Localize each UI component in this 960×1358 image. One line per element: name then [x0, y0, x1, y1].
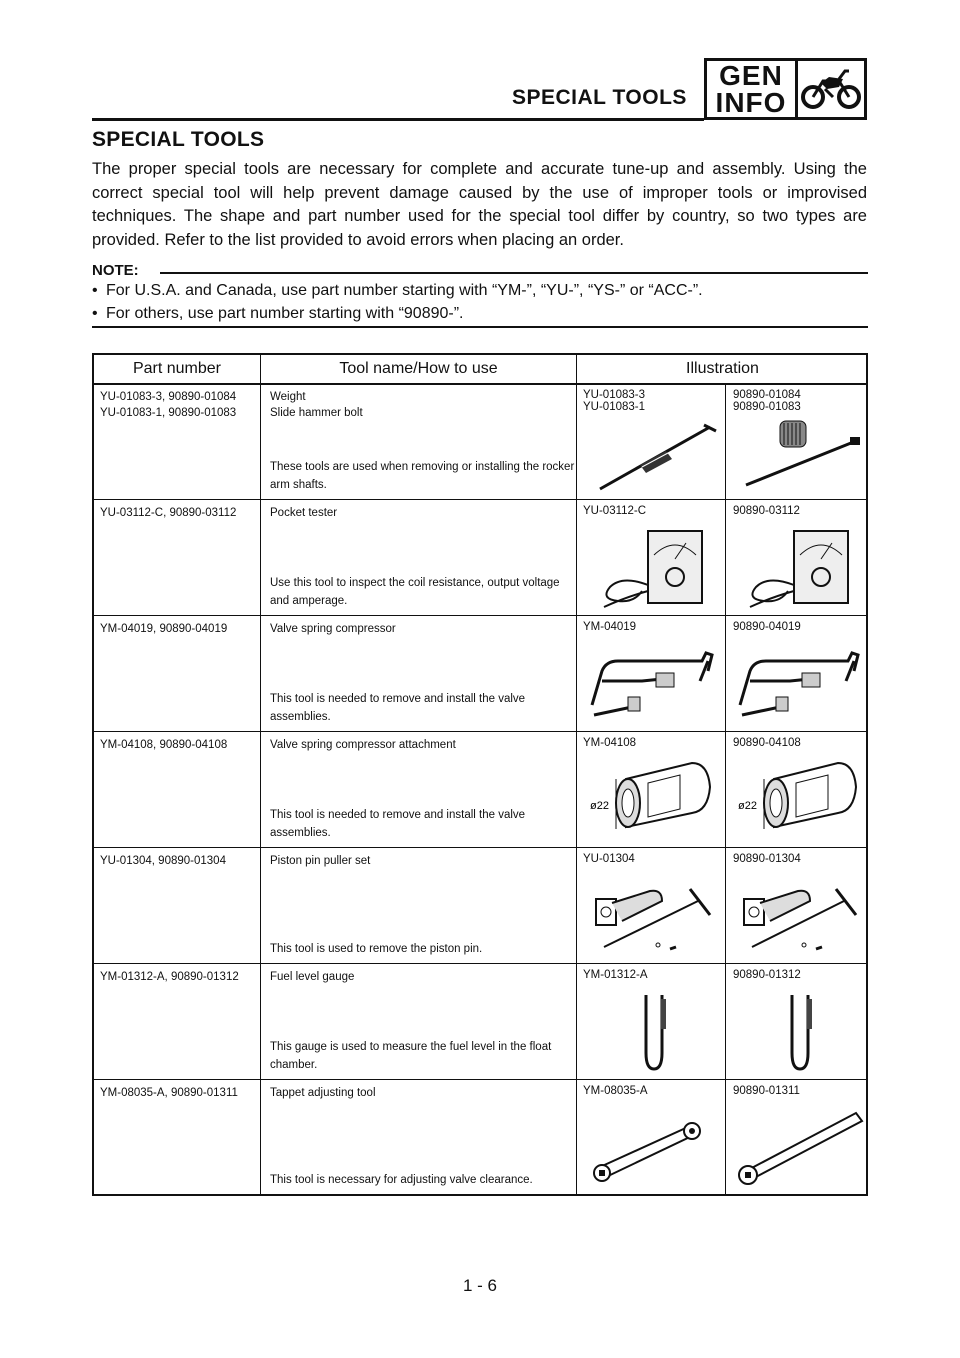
badge-line-2: INFO — [715, 87, 787, 118]
illustration-label: YM-04019 — [583, 621, 637, 633]
table-row — [94, 385, 866, 499]
row-divider — [94, 499, 866, 500]
tool-name: Valve spring compressor attachment — [270, 739, 456, 751]
fuel-level-gauge-icon — [732, 985, 868, 1075]
illustration-label: 90890-01311 — [733, 1085, 800, 1097]
illustration-label: YM-08035-A — [583, 1085, 648, 1097]
part-number: YM-08035-A, 90890-01311 — [100, 1087, 238, 1099]
table-row — [94, 1081, 866, 1194]
special-tools-table — [92, 353, 868, 1196]
header-title: SPECIAL TOOLS — [512, 86, 687, 109]
valve-spring-compressor-icon — [582, 641, 724, 725]
note-rule-top — [160, 272, 868, 274]
table-row — [94, 501, 866, 615]
note-label: NOTE: — [92, 262, 139, 279]
tool-name: Weight — [270, 391, 306, 403]
header-rule — [92, 118, 704, 121]
part-number: YM-04108, 90890-04108 — [100, 739, 228, 751]
fuel-level-gauge-icon — [582, 985, 724, 1075]
piston-pin-puller-icon — [582, 871, 724, 959]
tool-description: Use this tool to inspect the coil resistance, output voltage and amperage. — [270, 577, 560, 607]
table-row — [94, 965, 866, 1079]
part-number: YM-04019, 90890-04019 — [100, 623, 228, 635]
dimension-label: ø22 — [738, 800, 757, 812]
illustration-label: YU-01304 — [583, 853, 635, 865]
part-number: YU-03112-C, 90890-03112 — [100, 507, 237, 519]
page-number: 1 - 6 — [463, 1276, 498, 1295]
illustration-label: YM-01312-A — [583, 969, 648, 981]
slide-hammer-icon — [582, 419, 724, 495]
compressor-attachment-icon — [732, 753, 868, 843]
row-divider — [94, 847, 866, 848]
table-row — [94, 617, 866, 731]
tool-description: This tool is needed to remove and install the valve assemblies. — [270, 809, 526, 839]
illustration-label: 90890-01312 — [733, 969, 801, 981]
illustration-label: YU-01083-1 — [583, 401, 646, 413]
tool-name: Tappet adjusting tool — [270, 1087, 376, 1099]
illustration-label: 90890-04108 — [733, 737, 801, 749]
gen-info-badge — [704, 58, 867, 120]
col-header-part-number: Part number — [132, 360, 222, 377]
note-item: • For others, use part number starting with “90890-”. — [92, 305, 464, 322]
slide-hammer-icon — [732, 411, 868, 495]
table-row — [94, 849, 866, 963]
tool-name: Slide hammer bolt — [270, 407, 363, 419]
row-divider — [94, 963, 866, 964]
motorcycle-icon — [798, 61, 864, 117]
tool-name: Pocket tester — [270, 507, 338, 519]
tool-name: Fuel level gauge — [270, 971, 355, 983]
tool-name: Valve spring compressor — [270, 623, 396, 635]
illustration-label: YU-03112-C — [583, 505, 647, 517]
illustration-label: 90890-04019 — [733, 621, 801, 633]
tappet-adjusting-tool-icon — [732, 1097, 868, 1191]
part-number: YM-01312-A, 90890-01312 — [100, 971, 239, 983]
tappet-adjusting-tool-icon — [582, 1103, 724, 1189]
part-number: YU-01083-1, 90890-01083 — [100, 407, 237, 419]
compressor-attachment-icon — [582, 753, 724, 843]
badge-line-1: GEN — [719, 60, 783, 91]
illustration-label: 90890-03112 — [733, 505, 800, 517]
part-number: YU-01304, 90890-01304 — [100, 855, 226, 867]
tool-description: This tool is necessary for adjusting valve clearance. — [270, 1174, 533, 1186]
intro-paragraph: The proper special tools are necessary for complete and accurate tune-up and assembly. Using the correct special tool will help prevent damage caused by the use of improper tools or improvised techniques. The shape and part number used for the special tool differ by country, so two types are provided. Refer to the list provided to avoid errors when placing an order. — [92, 160, 867, 249]
row-divider — [94, 731, 866, 732]
tool-description: This tool is used to remove the piston pin. — [270, 943, 483, 955]
note-item: • For U.S.A. and Canada, use part number starting with “YM-”, “YU-”, “YS-” or “ACC-”. — [92, 282, 703, 299]
tool-description: These tools are used when removing or installing the rocker arm shafts. — [270, 461, 575, 491]
note-rule-bottom — [92, 326, 868, 328]
valve-spring-compressor-icon — [732, 641, 868, 725]
tool-description: This gauge is used to measure the fuel level in the float chamber. — [270, 1041, 552, 1071]
illustration-label: 90890-01084 — [733, 389, 801, 401]
section-title: SPECIAL TOOLS — [92, 128, 265, 151]
dimension-label: ø22 — [590, 800, 609, 812]
piston-pin-puller-icon — [732, 871, 868, 959]
pocket-tester-icon — [732, 525, 868, 611]
illustration-label: 90890-01304 — [733, 853, 801, 865]
pocket-tester-icon — [582, 525, 724, 611]
illustration-label: 90890-01083 — [733, 401, 801, 413]
row-divider — [94, 615, 866, 616]
col-header-tool-name: Tool name/How to use — [339, 360, 498, 377]
tool-description: This tool is needed to remove and install the valve assemblies. — [270, 693, 526, 723]
tool-name: Piston pin puller set — [270, 855, 371, 867]
row-divider — [94, 1079, 866, 1080]
table-row — [94, 733, 866, 847]
illustration-label: YM-04108 — [583, 737, 637, 749]
part-number: YU-01083-3, 90890-01084 — [100, 391, 237, 403]
col-header-illustration: Illustration — [686, 360, 759, 377]
illustration-label: YU-01083-3 — [583, 389, 646, 401]
